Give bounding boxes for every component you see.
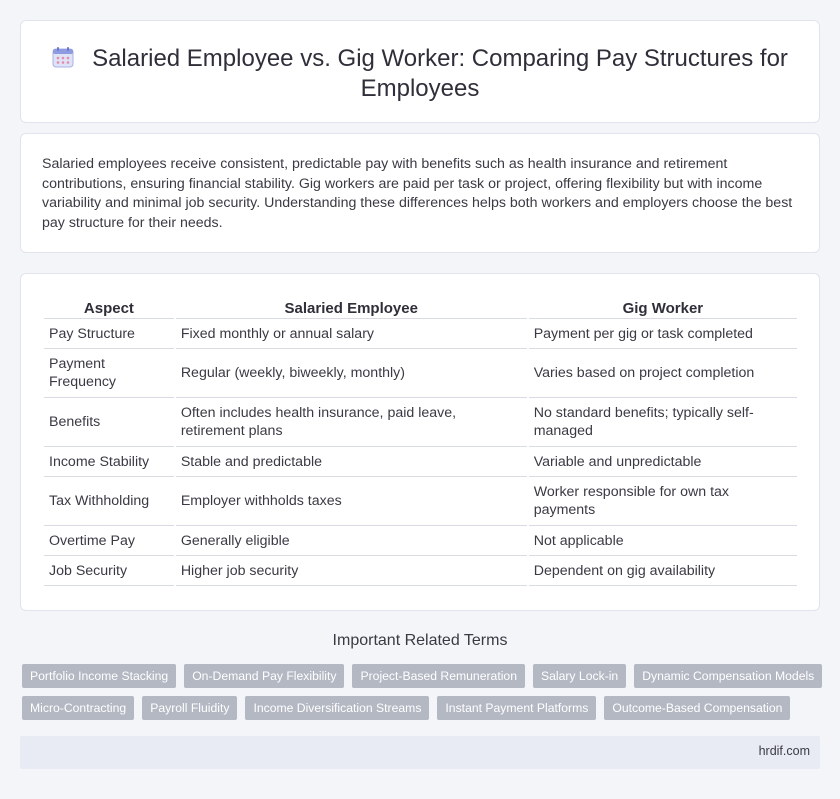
cell-gig: Dependent on gig availability xyxy=(529,556,797,586)
summary-card xyxy=(20,133,820,253)
cell-gig: Payment per gig or task completed xyxy=(529,319,797,349)
header-aspect: Aspect xyxy=(44,296,174,319)
cell-salaried: Regular (weekly, biweekly, monthly) xyxy=(176,349,527,398)
table-row xyxy=(44,556,797,586)
cell-aspect: Income Stability xyxy=(44,447,174,477)
table-row xyxy=(44,319,797,349)
tag-on-demand-pay-flexibility[interactable]: On-Demand Pay Flexibility xyxy=(184,664,344,688)
cell-aspect: Job Security xyxy=(44,556,174,586)
table-row xyxy=(44,477,797,526)
cell-gig: Worker responsible for own tax payments xyxy=(529,477,797,526)
page-title xyxy=(51,44,789,104)
cell-gig: Varies based on project completion xyxy=(529,349,797,398)
cell-salaried: Employer withholds taxes xyxy=(176,477,527,526)
header-salaried: Salaried Employee xyxy=(176,296,527,319)
cell-aspect: Tax Withholding xyxy=(44,477,174,526)
header-gig: Gig Worker xyxy=(529,296,797,319)
calendar-icon xyxy=(52,46,74,68)
tag-payroll-fluidity[interactable]: Payroll Fluidity xyxy=(142,696,237,720)
tag-salary-lock-in[interactable]: Salary Lock-in xyxy=(533,664,626,688)
comparison-table xyxy=(42,296,799,586)
cell-salaried: Fixed monthly or annual salary xyxy=(176,319,527,349)
comparison-table-card xyxy=(20,273,820,611)
table-row xyxy=(44,349,797,398)
summary-text: Salaried employees receive consistent, predictable pay with benefits such as health insurance and retirement contributions, ensuring financial stability. Gig workers are paid per task or project, offering flexibility but with income variability and minimal job security. Understanding these differences helps both workers and employers choose the best pay structure for their needs. xyxy=(42,156,793,231)
tag-portfolio-income-stacking[interactable]: Portfolio Income Stacking xyxy=(22,664,176,688)
tag-row xyxy=(22,664,822,688)
tag-outcome-based-compensation[interactable]: Outcome-Based Compensation xyxy=(604,696,790,720)
tag-dynamic-compensation-models[interactable]: Dynamic Compensation Models xyxy=(634,664,822,688)
cell-gig: Variable and unpredictable xyxy=(529,447,797,477)
related-terms-title: Important Related Terms xyxy=(332,632,508,649)
related-terms-list xyxy=(22,664,822,728)
cell-aspect: Benefits xyxy=(44,398,174,447)
cell-salaried: Often includes health insurance, paid leave, retirement plans xyxy=(176,398,527,447)
table-row xyxy=(44,526,797,556)
footer-site-link[interactable]: hrdif.com xyxy=(758,744,810,758)
cell-salaried: Generally eligible xyxy=(176,526,527,556)
tag-micro-contracting[interactable]: Micro-Contracting xyxy=(22,696,134,720)
cell-aspect: Payment Frequency xyxy=(44,349,174,398)
tag-project-based-remuneration[interactable]: Project-Based Remuneration xyxy=(352,664,525,688)
cell-aspect: Pay Structure xyxy=(44,319,174,349)
table-row xyxy=(44,398,797,447)
page-title-text: Salaried Employee vs. Gig Worker: Comparing Pay Structures for Employees xyxy=(92,45,788,102)
cell-aspect: Overtime Pay xyxy=(44,526,174,556)
cell-salaried: Stable and predictable xyxy=(176,447,527,477)
title-card xyxy=(20,20,820,123)
cell-gig: No standard benefits; typically self-managed xyxy=(529,398,797,447)
tag-instant-payment-platforms[interactable]: Instant Payment Platforms xyxy=(437,696,596,720)
table-row xyxy=(44,447,797,477)
table-header-row xyxy=(44,296,797,319)
cell-salaried: Higher job security xyxy=(176,556,527,586)
tag-row xyxy=(22,696,822,720)
cell-gig: Not applicable xyxy=(529,526,797,556)
footer xyxy=(20,736,820,769)
tag-income-diversification-streams[interactable]: Income Diversification Streams xyxy=(245,696,429,720)
